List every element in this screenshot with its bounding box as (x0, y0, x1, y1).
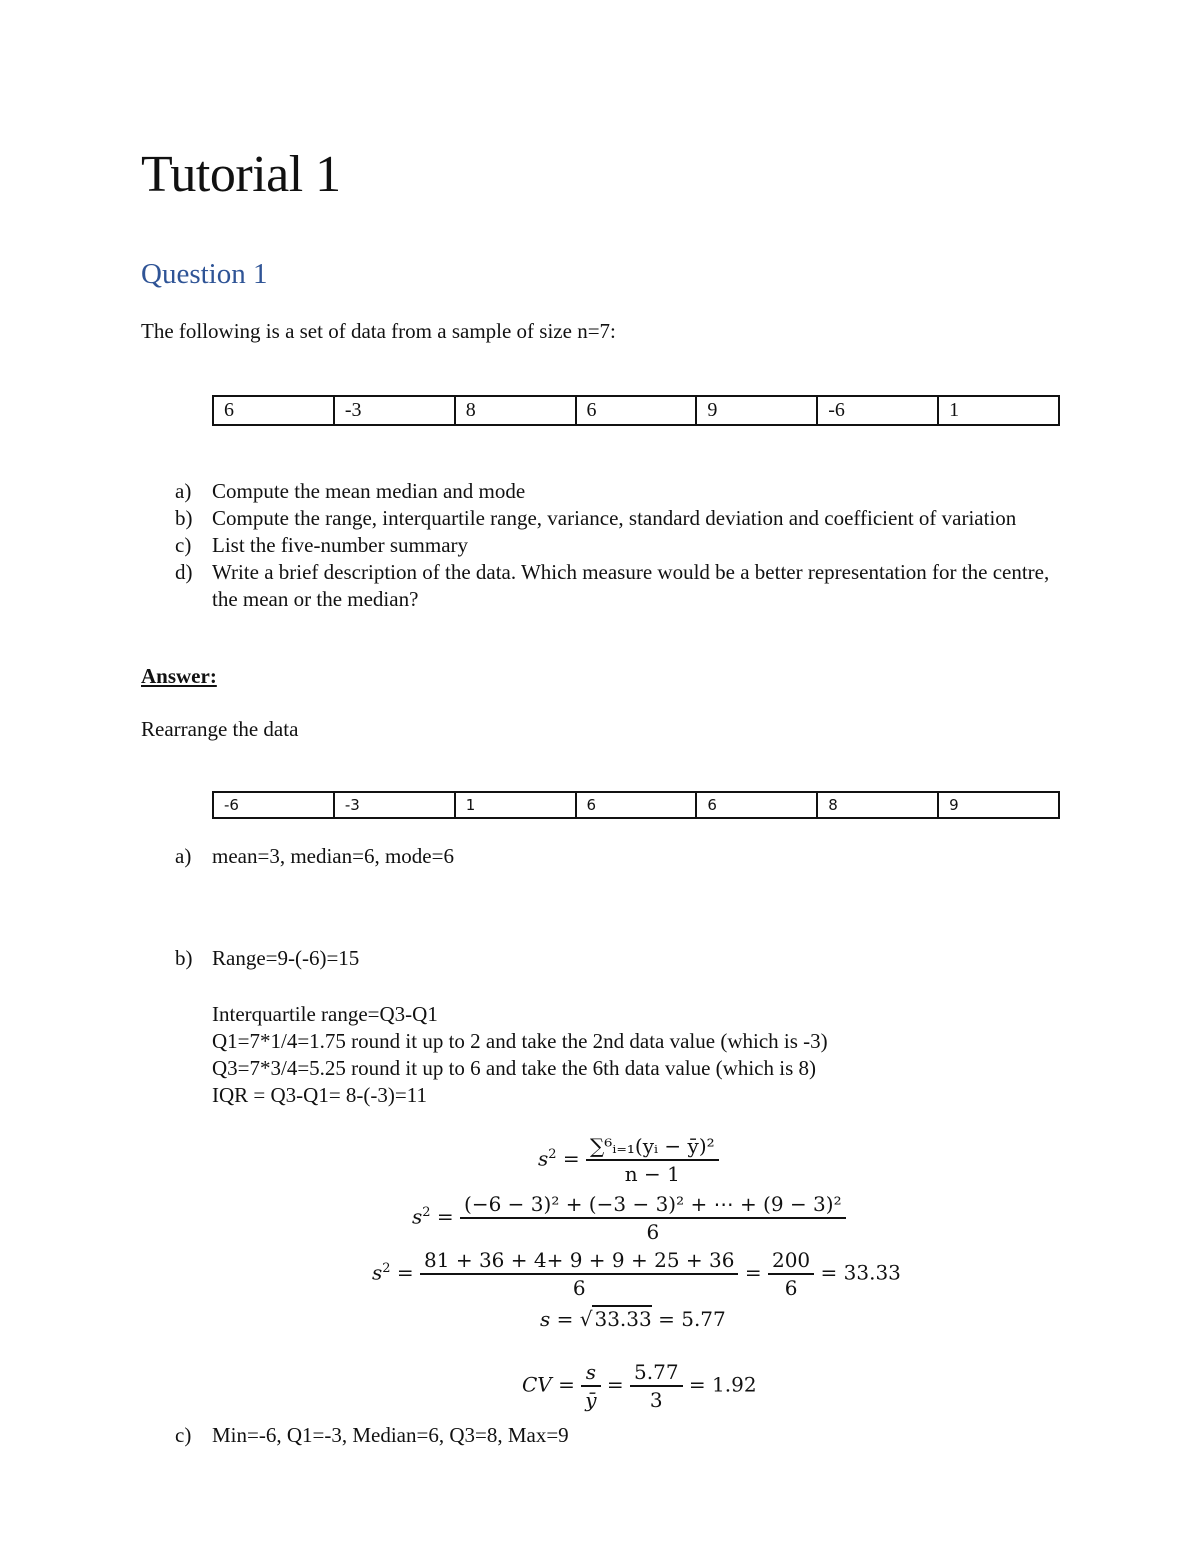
fraction (630, 1360, 683, 1412)
fraction-numerator: ∑⁶ᵢ₌₁(yᵢ − ȳ)² (586, 1134, 719, 1161)
table-cell: 1 (455, 792, 576, 818)
variance-formula: $s^2$ = $\frac{\text{∑⁶ᵢ₌₁(yᵢ − ȳ)²}}{n - 1}$ (538, 1134, 719, 1186)
fraction-denominator: 6 (572, 1276, 586, 1300)
table-cell: 6 (213, 396, 334, 425)
list-item-text: Compute the range, interquartile range, variance, standard deviation and coefficient of variation (212, 506, 1017, 530)
iqr-line: IQR = Q3-Q1= 8-(-3)=11 (212, 1083, 427, 1107)
fraction-denominator: 6 (784, 1276, 798, 1300)
list-item (141, 505, 1071, 532)
answer-b-range: Range=9-(-6)=15 (212, 946, 360, 970)
cv-value: = 1.92 (688, 1372, 757, 1397)
fraction (581, 1360, 600, 1412)
list-marker: a) (175, 479, 192, 503)
sqrt-radicand: 33.33 (594, 1307, 652, 1331)
rearrange-text: Rearrange the data (141, 717, 299, 741)
intro-text: The following is a set of data from a sample of size n=7: (141, 319, 616, 343)
list-item-text: Compute the mean median and mode (212, 479, 526, 503)
iqr-line: Interquartile range=Q3-Q1 (212, 1002, 438, 1026)
answer-a-marker: a) (175, 844, 192, 868)
fraction-denominator: n − 1 (624, 1162, 680, 1186)
list-item (141, 532, 1071, 559)
table-cell: -3 (334, 792, 455, 818)
cv-label: CV (522, 1372, 552, 1397)
fraction-denominator: 6 (646, 1220, 660, 1244)
table-cell: 6 (696, 792, 817, 818)
fraction-numerator: 5.77 (630, 1360, 683, 1387)
answer-label: Answer: (141, 664, 217, 688)
table-cell: -6 (817, 396, 938, 425)
list-marker: c) (175, 533, 192, 557)
table-cell: 8 (817, 792, 938, 818)
fraction-numerator: s (581, 1360, 600, 1387)
table-cell: -6 (213, 792, 334, 818)
fraction (586, 1134, 719, 1186)
list-item-text: List the five-number summary (212, 533, 469, 557)
answer-c-text: Min=-6, Q1=-3, Median=6, Q3=8, Max=9 (212, 1423, 569, 1447)
list-item (141, 559, 1071, 613)
variance-result: $s^2$ = $\frac{81 + 36 + 4+ 9 + 9 + 25 + 36}{6}$ = $\frac{200}{6}$ = 33.33 (372, 1248, 901, 1300)
table-cell: 9 (696, 396, 817, 425)
table-cell: -3 (334, 396, 455, 425)
table-cell: 1 (938, 396, 1059, 425)
question-heading: Question 1 (141, 258, 268, 290)
sorted-data-table (212, 791, 1060, 819)
variance-value: = 33.33 (820, 1260, 901, 1285)
fraction-denominator: ȳ (585, 1388, 597, 1412)
list-marker: b) (175, 506, 193, 530)
fraction-denominator: 3 (649, 1388, 663, 1412)
fraction-numerator: (−6 − 3)² + (−3 − 3)² + ⋯ + (9 − 3)² (460, 1192, 846, 1219)
page-title: Tutorial 1 (141, 146, 341, 203)
list-item-text: Write a brief description of the data. Which measure would be a better representation for the centre, the mean or the median? (212, 560, 1050, 611)
table-cell: 9 (938, 792, 1059, 818)
table-cell: 6 (576, 792, 697, 818)
data-table (212, 395, 1060, 426)
variance-expansion: $s^2$ = $\frac{\text{(−6 − 3)² + (−3 − 3)² + ⋯ + (9 − 3)²}}{6}$ (412, 1192, 846, 1244)
table-cell: 8 (455, 396, 576, 425)
answer-c-marker: c) (175, 1423, 192, 1447)
table-row (213, 792, 1059, 818)
iqr-line: Q1=7*1/4=1.75 round it up to 2 and take the 2nd data value (which is -3) (212, 1029, 828, 1053)
iqr-line: Q3=7*3/4=5.25 round it up to 6 and take the 6th data value (which is 8) (212, 1056, 816, 1080)
fraction-numerator: 81 + 36 + 4+ 9 + 9 + 25 + 36 (420, 1248, 738, 1275)
fraction (768, 1248, 814, 1300)
table-row (213, 396, 1059, 425)
question-list (141, 478, 1071, 613)
cv-formula: CV = $\frac{s}{ȳ}$ = $\frac{5.77}{3}$ = 1.92 (522, 1360, 757, 1412)
fraction (460, 1192, 846, 1244)
answer-b-marker: b) (175, 946, 193, 970)
fraction-numerator: 200 (768, 1248, 814, 1275)
fraction (420, 1248, 738, 1300)
list-marker: d) (175, 560, 193, 584)
std-dev-formula: s = √ 33.33 = 5.77 (540, 1307, 726, 1331)
table-cell: 6 (576, 396, 697, 425)
std-dev-value: = 5.77 (658, 1307, 726, 1331)
answer-a-text: mean=3, median=6, mode=6 (212, 844, 454, 868)
list-item (141, 478, 1071, 505)
